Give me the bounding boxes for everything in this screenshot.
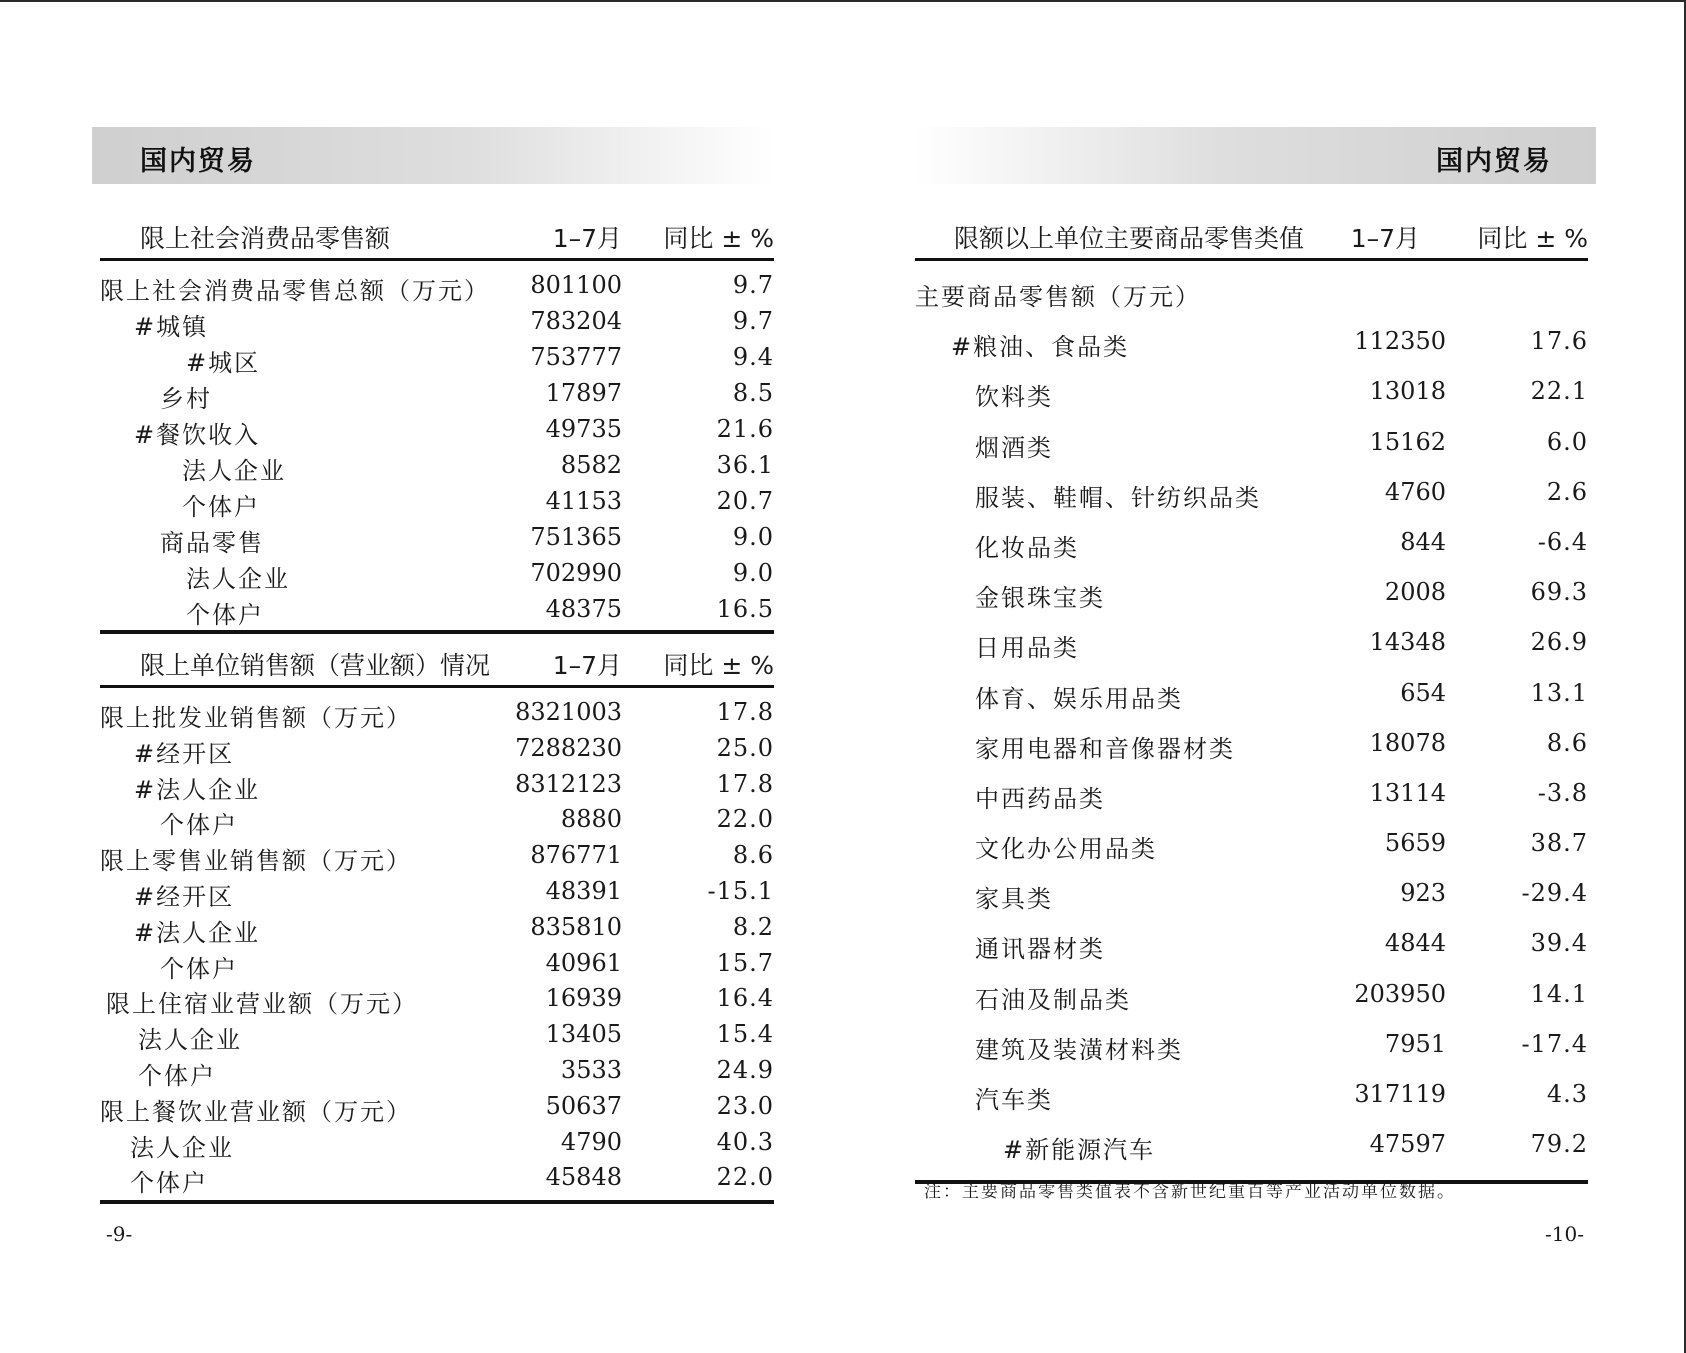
table-row	[915, 875, 1588, 925]
table-row	[915, 323, 1588, 373]
row-yoy: 22.0	[716, 805, 774, 834]
table-row	[915, 825, 1588, 875]
column-header-yoy: 同比 ± %	[663, 224, 774, 253]
row-value: 18078	[1369, 728, 1446, 757]
row-label: 中西药品类	[975, 784, 1105, 813]
row-label: 个体户	[138, 1061, 216, 1090]
row-label: 个体户	[160, 811, 238, 840]
row-yoy: 8.5	[732, 379, 774, 407]
row-yoy: 4.3	[1546, 1080, 1588, 1108]
row-yoy: 25.0	[716, 733, 774, 762]
table-body	[915, 261, 1588, 1184]
row-label: 商品零售	[160, 529, 264, 557]
row-yoy: 9.4	[732, 343, 774, 371]
row-value: 7951	[1384, 1029, 1446, 1058]
row-yoy: 16.4	[716, 984, 774, 1013]
table-row	[915, 1076, 1588, 1126]
table-row	[100, 1159, 774, 1198]
row-yoy: 24.9	[716, 1055, 774, 1084]
table-row	[100, 591, 774, 627]
table-row	[915, 925, 1588, 975]
row-yoy: 14.1	[1530, 979, 1588, 1008]
table-row	[100, 909, 774, 945]
table-row	[915, 725, 1588, 775]
row-value: 844	[1400, 527, 1446, 556]
row-label: #新能源汽车	[1003, 1136, 1156, 1165]
row-value: 48391	[545, 876, 622, 905]
row-yoy: 26.9	[1530, 628, 1588, 657]
row-yoy: 8.6	[1546, 728, 1588, 757]
row-yoy: 17.6	[1530, 327, 1588, 356]
section-title: 国内贸易	[140, 146, 256, 177]
table-row	[915, 273, 1588, 323]
table-row	[915, 624, 1588, 674]
table-row	[100, 801, 774, 840]
row-label: 体育、娱乐用品类	[975, 684, 1183, 713]
retail-sales-table	[100, 211, 774, 634]
table-header	[915, 211, 1588, 261]
row-label: #法人企业	[134, 918, 261, 947]
row-label: 文化办公用品类	[975, 835, 1157, 864]
table-row	[100, 303, 774, 339]
row-yoy: 38.7	[1530, 829, 1588, 858]
row-yoy: 2.6	[1546, 477, 1588, 506]
unit-sales-table	[100, 638, 774, 1204]
row-label: 法人企业	[186, 565, 290, 593]
row-value: 702990	[530, 559, 622, 587]
row-value: 317119	[1354, 1080, 1446, 1108]
row-value: 13018	[1369, 377, 1446, 406]
row-value: 835810	[530, 912, 622, 941]
row-label: 限上餐饮业营业额（万元）	[100, 1097, 412, 1126]
row-yoy: 40.3	[716, 1127, 774, 1156]
table-row	[100, 555, 774, 591]
row-value: 801100	[530, 271, 622, 299]
commodity-retail-table	[915, 211, 1588, 1184]
table-row	[100, 375, 774, 411]
column-header-period: 1–7月	[552, 651, 622, 680]
table-row	[915, 424, 1588, 474]
row-label: 建筑及装潢材料类	[975, 1035, 1183, 1064]
row-yoy: 21.6	[716, 415, 774, 443]
row-label: 家具类	[975, 885, 1053, 914]
row-value: 49735	[545, 415, 622, 443]
row-value: 753777	[530, 343, 622, 371]
row-yoy: -15.1	[707, 876, 774, 905]
column-header-period: 1–7月	[552, 224, 622, 253]
column-header-yoy: 同比 ± %	[1477, 224, 1588, 253]
row-value: 41153	[545, 487, 622, 515]
row-yoy: 15.7	[716, 948, 774, 977]
row-label: #经开区	[134, 882, 235, 911]
page-number: -9-	[106, 1222, 133, 1246]
table-row	[100, 1088, 774, 1124]
row-yoy: 17.8	[716, 769, 774, 798]
left-page	[92, 0, 774, 1353]
row-label: 个体户	[186, 601, 264, 629]
table-row	[915, 474, 1588, 524]
row-value: 4790	[560, 1127, 622, 1156]
row-yoy: 16.5	[716, 595, 774, 623]
row-value: 654	[1400, 678, 1446, 707]
row-label: 通讯器材类	[975, 935, 1105, 964]
row-value: 13405	[545, 1020, 622, 1049]
table-row	[100, 730, 774, 766]
column-header-yoy: 同比 ± %	[663, 651, 774, 680]
section-title: 国内贸易	[1436, 146, 1552, 177]
table-row	[915, 1126, 1588, 1176]
row-value: 5659	[1384, 829, 1446, 858]
column-header-period: 1–7月	[1350, 224, 1420, 253]
row-label: 石油及制品类	[975, 985, 1131, 1014]
table-row	[100, 339, 774, 375]
row-label: 限上住宿业营业额（万元）	[106, 990, 418, 1019]
row-label: 主要商品零售额（万元）	[915, 283, 1201, 311]
row-yoy: 9.0	[732, 559, 774, 587]
row-yoy: 15.4	[716, 1020, 774, 1049]
table-row	[100, 411, 774, 447]
column-header-item: 限上单位销售额（营业额）情况	[140, 651, 491, 680]
row-yoy: -29.4	[1521, 879, 1588, 908]
row-yoy: 23.0	[716, 1091, 774, 1120]
row-label: 法人企业	[138, 1026, 242, 1055]
table-row	[100, 519, 774, 555]
row-yoy: -3.8	[1537, 778, 1588, 807]
row-label: 服装、鞋帽、针纺织品类	[975, 483, 1261, 512]
row-label: #粮油、食品类	[951, 333, 1130, 362]
row-yoy: 8.2	[732, 912, 774, 941]
row-label: 个体户	[182, 493, 260, 521]
row-value: 8312123	[515, 769, 622, 798]
row-yoy: 79.2	[1530, 1130, 1588, 1159]
row-value: 876771	[530, 841, 622, 870]
row-value: 48375	[545, 595, 622, 623]
row-yoy: 13.1	[1530, 678, 1588, 707]
table-row	[100, 483, 774, 519]
row-yoy: 9.7	[732, 307, 774, 335]
table-row	[100, 1124, 774, 1160]
row-value: 50637	[545, 1091, 622, 1120]
table-row	[100, 766, 774, 802]
row-value: 7288230	[515, 733, 622, 762]
row-value: 4844	[1384, 929, 1446, 958]
row-value: 47597	[1369, 1130, 1446, 1159]
table-row	[100, 980, 774, 1019]
row-value: 40961	[545, 948, 622, 977]
row-value: 15162	[1369, 427, 1446, 456]
footnote: 注：主要商品零售类值表不含新世纪重百等产业活动单位数据。	[924, 1182, 1456, 1202]
row-yoy: 8.6	[732, 841, 774, 870]
table-row	[100, 1052, 774, 1088]
row-yoy: 17.8	[716, 698, 774, 726]
row-value: 751365	[530, 523, 622, 551]
row-value: 783204	[530, 307, 622, 335]
row-label: 个体户	[130, 1169, 208, 1198]
row-label: 金银珠宝类	[975, 584, 1105, 613]
row-yoy: 6.0	[1546, 427, 1588, 456]
row-label: 限上批发业销售额（万元）	[100, 704, 412, 732]
row-yoy: 22.0	[716, 1163, 774, 1192]
row-label: 法人企业	[130, 1133, 234, 1162]
row-value: 8321003	[515, 698, 622, 726]
table-header	[100, 211, 774, 261]
row-label: #餐饮收入	[134, 421, 261, 449]
row-value: 112350	[1354, 327, 1446, 356]
column-header-item: 限额以上单位主要商品零售类值	[954, 224, 1305, 253]
row-value: 16939	[545, 984, 622, 1013]
row-value: 8582	[560, 451, 622, 479]
table-row	[100, 945, 774, 981]
row-value: 8880	[560, 805, 622, 834]
row-value: 923	[1400, 879, 1446, 908]
row-label: 化妆品类	[975, 533, 1079, 562]
row-yoy: 9.7	[732, 271, 774, 299]
table-row	[915, 1026, 1588, 1076]
table-body	[100, 261, 774, 634]
row-label: 汽车类	[975, 1086, 1053, 1114]
row-value: 45848	[545, 1163, 622, 1192]
table-row	[100, 873, 774, 909]
right-page	[915, 0, 1596, 1353]
row-value: 4760	[1384, 477, 1446, 506]
row-label: 限上社会消费品零售总额（万元）	[100, 277, 490, 305]
row-yoy: -6.4	[1537, 527, 1588, 556]
table-row	[915, 574, 1588, 624]
table-row	[100, 1016, 774, 1055]
table-body	[100, 688, 774, 1204]
table-row	[100, 694, 774, 730]
row-yoy: 36.1	[716, 451, 774, 479]
row-label: #城区	[186, 349, 261, 377]
row-value: 3533	[560, 1055, 622, 1084]
row-label: #城镇	[134, 313, 209, 341]
row-yoy: 69.3	[1530, 578, 1588, 607]
section-header-band	[92, 127, 774, 184]
row-yoy: 20.7	[716, 487, 774, 515]
row-label: 饮料类	[975, 383, 1053, 412]
row-yoy: -17.4	[1521, 1029, 1588, 1058]
table-row	[915, 373, 1588, 423]
table-row	[915, 976, 1588, 1026]
row-value: 203950	[1354, 979, 1446, 1008]
table-row	[915, 524, 1588, 574]
column-header-item: 限上社会消费品零售额	[140, 224, 391, 253]
row-label: 个体户	[160, 954, 238, 983]
row-value: 13114	[1369, 778, 1446, 807]
row-label: 烟酒类	[975, 433, 1053, 462]
row-value: 2008	[1384, 578, 1446, 607]
row-label: #法人企业	[134, 775, 261, 804]
table-row	[100, 837, 774, 876]
section-header-band	[915, 127, 1596, 184]
row-label: 法人企业	[182, 457, 286, 485]
table-row	[915, 775, 1588, 825]
row-value: 17897	[545, 379, 622, 407]
row-yoy: 39.4	[1530, 929, 1588, 958]
row-label: 家用电器和音像器材类	[975, 734, 1235, 763]
row-yoy: 9.0	[732, 523, 774, 551]
page-number: -10-	[1545, 1222, 1584, 1246]
row-yoy: 22.1	[1530, 377, 1588, 406]
row-label: #经开区	[134, 739, 235, 768]
table-row	[100, 447, 774, 483]
table-header	[100, 638, 774, 688]
row-value: 14348	[1369, 628, 1446, 657]
row-label: 限上零售业销售额（万元）	[100, 847, 412, 876]
row-label: 日用品类	[975, 634, 1079, 663]
row-label: 乡村	[160, 385, 212, 413]
table-row	[100, 267, 774, 303]
table-row	[915, 675, 1588, 725]
